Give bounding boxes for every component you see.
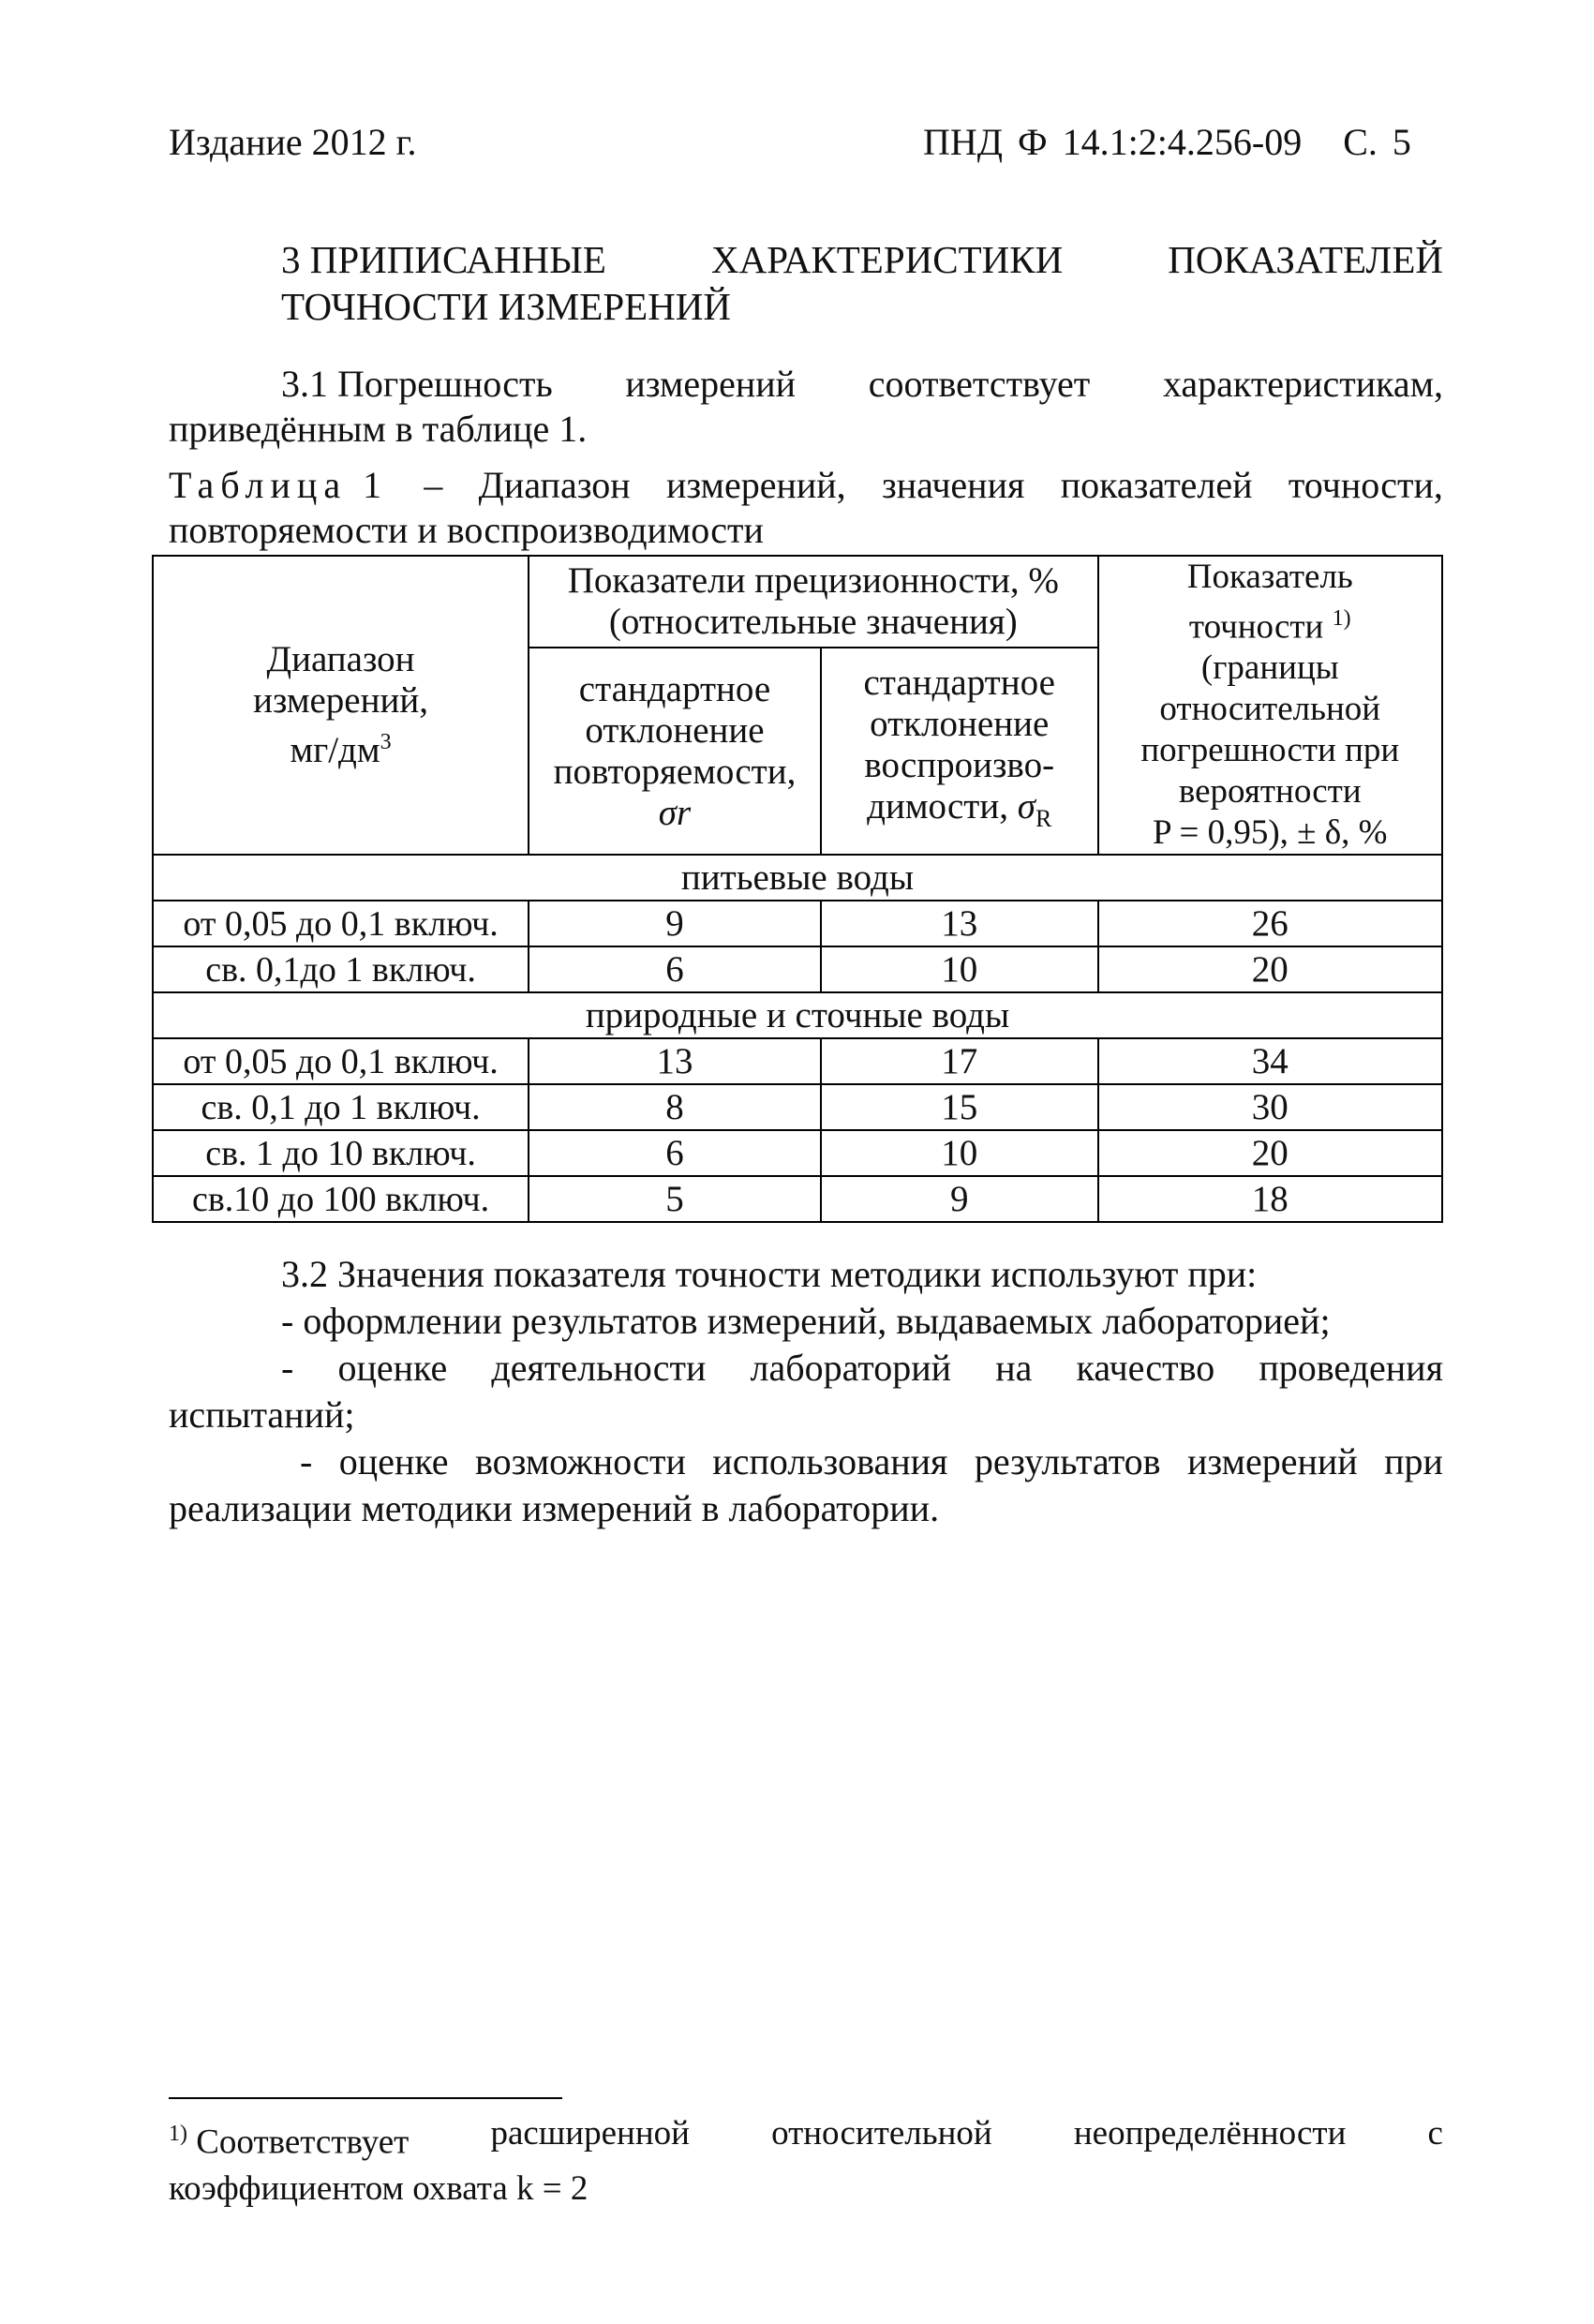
cell-sigma-r: 8 xyxy=(529,1084,821,1130)
document-code xyxy=(923,120,1411,164)
section-title-line2: ТОЧНОСТИ ИЗМЕРЕНИЙ xyxy=(281,285,732,328)
section-title-word: ХАРАКТЕРИСТИКИ xyxy=(711,238,1064,281)
group-row: питьевые воды xyxy=(153,855,1442,901)
cell-sigma-R: 10 xyxy=(821,946,1098,992)
caption-line: повторяемости и воспроизводимости xyxy=(169,509,764,551)
section-title xyxy=(281,236,1443,330)
cell-sigma-R: 10 xyxy=(821,1130,1098,1176)
cell-range: от 0,05 до 0,1 включ. xyxy=(153,1038,529,1084)
cell-delta: 20 xyxy=(1098,946,1442,992)
header-reproducibility: стандартное отклонение воспроизво- димости, $\sigma_R$ xyxy=(821,648,1098,855)
list-item: - оформлении результатов измерений, выдаваемых лабораторией; xyxy=(281,1300,1331,1342)
word: значения xyxy=(881,464,1025,506)
paragraph-3-1 xyxy=(169,362,1443,452)
footnote-divider xyxy=(169,2097,562,2099)
footnote-line: $^{1)}$ Соответствует расширенной относительной неопределённости с xyxy=(169,2114,1443,2162)
word: точности, xyxy=(1288,464,1443,506)
edition-label: Издание 2012 г. xyxy=(169,121,417,163)
header-range: Диапазон измерений, $мг/дм^3$ xyxy=(153,556,529,855)
cell-delta: 30 xyxy=(1098,1084,1442,1130)
page-number: С. 5 xyxy=(1343,121,1411,163)
caption-line xyxy=(169,463,1443,508)
cell-sigma-R: 15 xyxy=(821,1084,1098,1130)
table-row xyxy=(153,946,1442,992)
word: показателей xyxy=(1060,464,1253,506)
word: 3.1 Погрешность xyxy=(281,363,553,405)
cell-sigma-r: 6 xyxy=(529,946,821,992)
list-item: - оценке возможности использования результатов измерений при xyxy=(300,1440,1443,1482)
document-code-text: ПНД Ф 14.1:2:4.256-09 xyxy=(923,121,1303,163)
table-row xyxy=(153,1084,1442,1130)
cell-sigma-r: 5 xyxy=(529,1176,821,1222)
footnote xyxy=(169,2110,1443,2212)
section-title-word: ПОКАЗАТЕЛЕЙ xyxy=(1168,238,1443,281)
word: измерений xyxy=(625,363,797,405)
word: Диапазон xyxy=(478,464,631,506)
table-label: Таблица 1 xyxy=(169,464,389,506)
header-accuracy: Показатель точности $^{1)}$ (границы относительной погрешности при вероятности P = 0,95), ± δ, % xyxy=(1098,556,1442,855)
word: характеристикам, xyxy=(1162,363,1443,405)
header-precision: Показатели прецизионности, % (относительные значения) xyxy=(529,556,1097,648)
cell-sigma-R: 17 xyxy=(821,1038,1098,1084)
header-repeatability: стандартное отклонение повторяемости, σr xyxy=(529,648,821,855)
precision-table xyxy=(152,555,1443,1223)
footnote-line: коэффициентом охвата k = 2 xyxy=(169,2169,588,2209)
paragraph-line: испытаний; xyxy=(169,1393,355,1436)
cell-range: св. 0,1до 1 включ. xyxy=(153,946,529,992)
paragraph-line: реализации методики измерений в лаборатории. xyxy=(169,1487,940,1529)
table-caption xyxy=(169,463,1443,553)
cell-range: от 0,05 до 0,1 включ. xyxy=(153,901,529,946)
cell-sigma-r: 13 xyxy=(529,1038,821,1084)
table-row xyxy=(153,1038,1442,1084)
section-title-word: 3 ПРИПИСАННЫЕ xyxy=(281,238,606,281)
cell-sigma-R: 13 xyxy=(821,901,1098,946)
cell-range: св. 0,1 до 1 включ. xyxy=(153,1084,529,1130)
section-title-line1 xyxy=(281,236,1443,283)
group-row: природные и сточные воды xyxy=(153,992,1442,1038)
paragraph-3-2 xyxy=(169,1252,1443,1533)
word: соответствует xyxy=(868,363,1091,405)
cell-sigma-R: 9 xyxy=(821,1176,1098,1222)
word: измерений, xyxy=(665,464,846,506)
cell-delta: 20 xyxy=(1098,1130,1442,1176)
word: – xyxy=(424,464,443,506)
paragraph-line: приведённым в таблице 1. xyxy=(169,408,588,450)
paragraph-line: 3.2 Значения показателя точности методики используют при: xyxy=(281,1253,1258,1295)
cell-sigma-r: 9 xyxy=(529,901,821,946)
cell-range: св.10 до 100 включ. xyxy=(153,1176,529,1222)
cell-delta: 26 xyxy=(1098,901,1442,946)
paragraph-line xyxy=(169,362,1443,407)
list-item: - оценке деятельности лабораторий на качество проведения xyxy=(281,1347,1443,1389)
cell-sigma-r: 6 xyxy=(529,1130,821,1176)
table-row xyxy=(153,901,1442,946)
cell-delta: 18 xyxy=(1098,1176,1442,1222)
table-row xyxy=(153,1130,1442,1176)
cell-delta: 34 xyxy=(1098,1038,1442,1084)
table-row xyxy=(153,1176,1442,1222)
footnote-mark: 1) xyxy=(169,2122,187,2146)
cell-range: св. 1 до 10 включ. xyxy=(153,1130,529,1176)
